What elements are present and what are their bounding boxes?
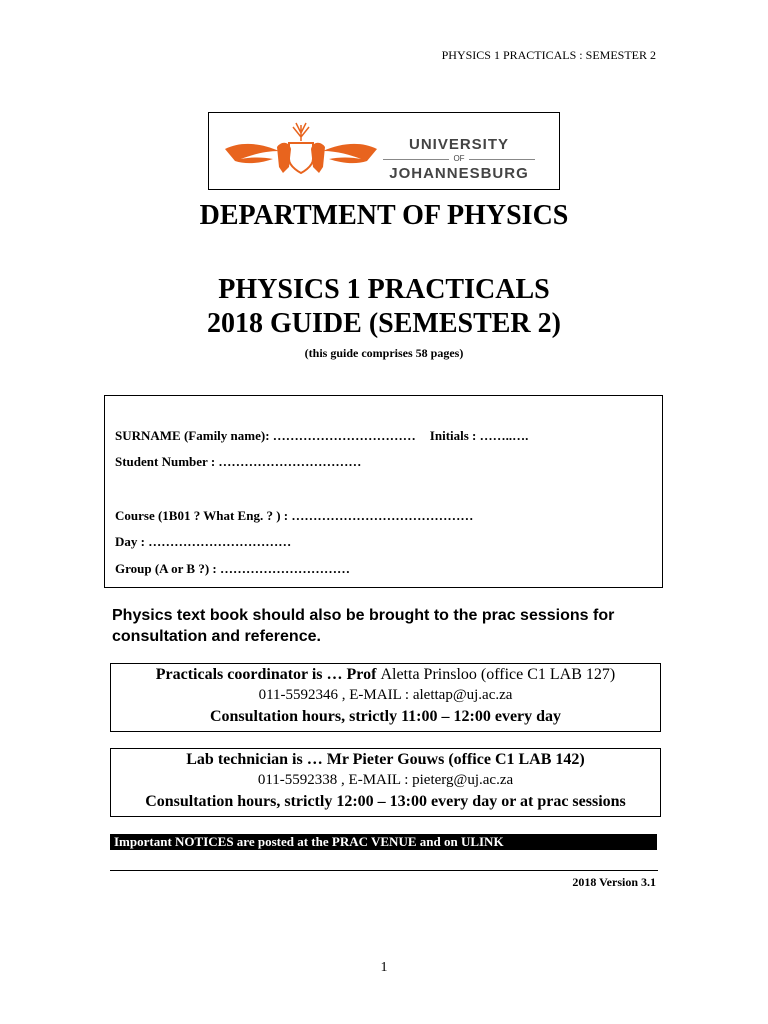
student-details-form xyxy=(104,395,663,588)
page-number: 1 xyxy=(380,960,388,975)
student-number-field[interactable]: Student Number : …………………………… xyxy=(115,454,362,469)
textbook-note: Physics text book should also be brought to the prac sessions for consultation and reference. xyxy=(112,607,615,645)
guide-title-line2: 2018 GUIDE (SEMESTER 2) xyxy=(207,308,561,339)
technician-box xyxy=(110,748,661,817)
university-logo xyxy=(208,112,560,190)
surname-row xyxy=(115,428,528,444)
page-count-note: (this guide comprises 58 pages) xyxy=(304,346,464,360)
coordinator-hours: Consultation hours, strictly 11:00 – 12:00 every day xyxy=(209,708,562,725)
technician-line: Lab technician is … Mr Pieter Gouws (office C1 LAB 142) xyxy=(186,751,585,768)
group-field[interactable]: Group (A or B ?) : ………………………… xyxy=(115,561,350,576)
coordinator-contact: 011-5592346 , E-MAIL : alettap@uj.ac.za xyxy=(258,687,513,703)
uj-bird-emblem-icon xyxy=(221,121,381,181)
coordinator-box xyxy=(110,663,661,732)
technician-hours: Consultation hours, strictly 12:00 – 13:00 every day or at prac sessions xyxy=(145,793,626,810)
running-header: PHYSICS 1 PRACTICALS : SEMESTER 2 xyxy=(441,48,656,62)
guide-title-line1: PHYSICS 1 PRACTICALS xyxy=(218,274,550,305)
initials-field[interactable]: Initials : ……..…. xyxy=(429,428,529,443)
course-field[interactable]: Course (1B01 ? What Eng. ? ) : …………………………………… xyxy=(115,508,474,523)
technician-contact: 011-5592338 , E-MAIL : pieterg@uj.ac.za xyxy=(257,772,514,788)
version-label: 2018 Version 3.1 xyxy=(572,875,656,889)
coordinator-line: Practicals coordinator is … Prof Aletta Prinsloo (office C1 LAB 127) xyxy=(155,666,616,683)
day-field[interactable]: Day : …………………………… xyxy=(115,534,292,549)
surname-field[interactable]: SURNAME (Family name): …………………………… xyxy=(115,428,416,443)
department-title: DEPARTMENT OF PHYSICS xyxy=(199,200,569,231)
notice-banner: Important NOTICES are posted at the PRAC VENUE and on ULINK xyxy=(110,834,657,850)
divider xyxy=(110,870,658,871)
logo-wordmark: UNIVERSITY OF JOHANNESBURG xyxy=(379,137,539,181)
